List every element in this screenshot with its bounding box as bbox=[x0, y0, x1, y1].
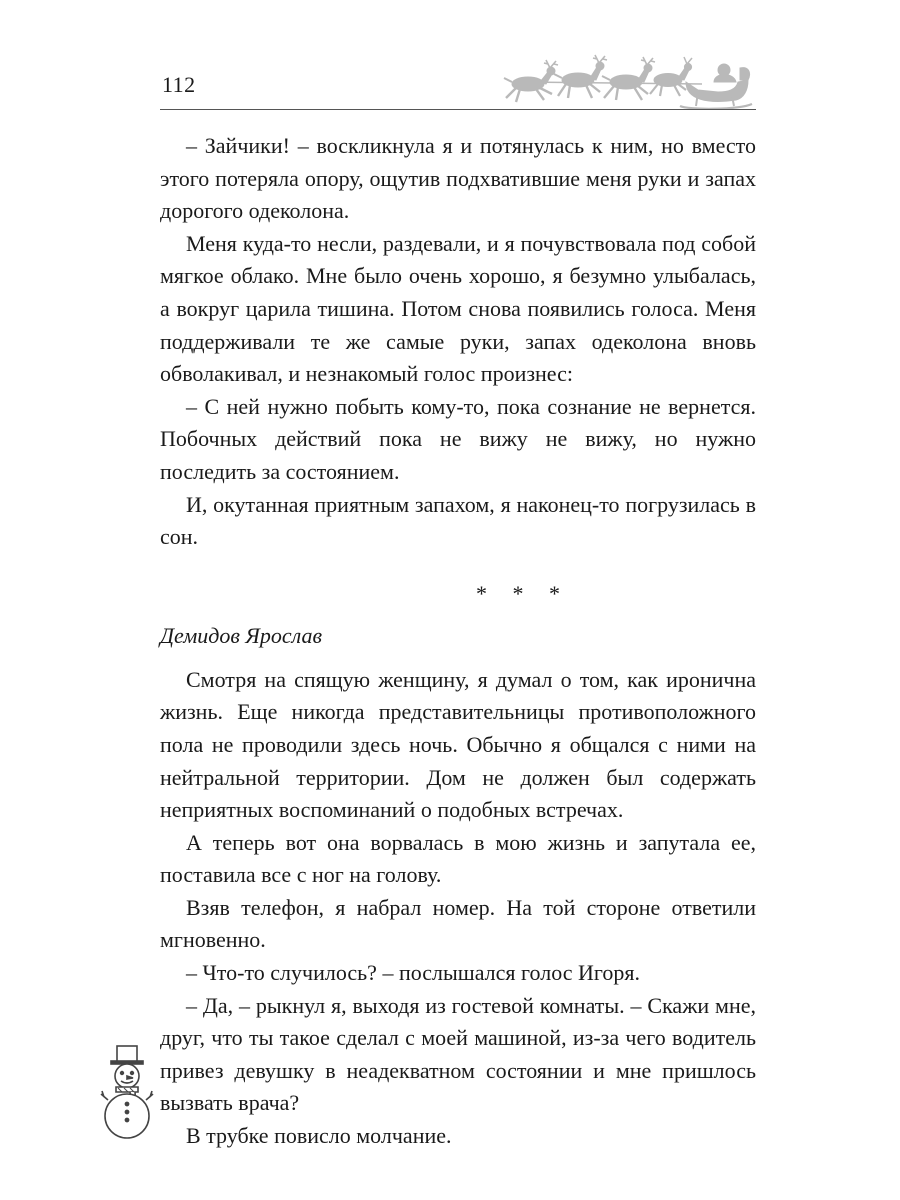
paragraph: А теперь вот она ворвалась в мою жизнь и запутала ее, поставила все с ног на голову. bbox=[160, 829, 756, 888]
snowman-icon bbox=[100, 1044, 154, 1140]
paragraph: – Что-то случилось? – послышался голос Игоря. bbox=[186, 960, 641, 986]
paragraph: И, окутанная приятным запахом, я наконец-то погрузилась в сон. bbox=[160, 491, 756, 550]
paragraph: Взяв телефон, я набрал номер. На той стороне ответили мгновенно. bbox=[160, 894, 756, 953]
paragraph: В трубке повисло молчание. bbox=[186, 1123, 452, 1149]
reindeer-sleigh-icon bbox=[492, 46, 754, 112]
paragraph: – Да, – рыкнул я, выходя из гостевой комнаты. – Скажи мне, друг, что ты такое сделал с моей машиной, из-за чего водитель привез девушку в неадекватном состоянии и мне пришлось вызвать врача? bbox=[160, 992, 756, 1116]
paragraph: Смотря на спящую женщину, я думал о том, как иронична жизнь. Еще никогда представительницы противоположного пола не проводили здесь ночь. Обычно я общался с ними на нейтральной территории. Дом не должен был содержать неприятных воспоминаний о подобных встречах. bbox=[160, 666, 756, 823]
section-break: * * * bbox=[476, 580, 570, 606]
paragraph: – С ней нужно побыть кому-то, пока сознание не вернется. Побочных действий пока не вижу не вижу, но нужно последить за состоянием. bbox=[160, 393, 756, 484]
section-author: Демидов Ярослав bbox=[160, 622, 323, 648]
header-rule bbox=[160, 109, 756, 110]
body-text bbox=[160, 130, 756, 1153]
page-number: 112 bbox=[162, 72, 196, 97]
paragraph: – Зайчики! – воскликнула я и потянулась к ним, но вместо этого потеряла опору, ощутив подхватившие меня руки и запах дорогого одеколона. bbox=[160, 133, 756, 224]
paragraph: Меня куда-то несли, раздевали, и я почувствовала под собой мягкое облако. Мне было очень хорошо, я безумно улыбалась, а вокруг царила тишина. Потом снова появились голоса. Меня поддерживали те же самые руки, запах одеколона вновь обволакивал, и незнакомый голос произнес: bbox=[160, 230, 756, 387]
